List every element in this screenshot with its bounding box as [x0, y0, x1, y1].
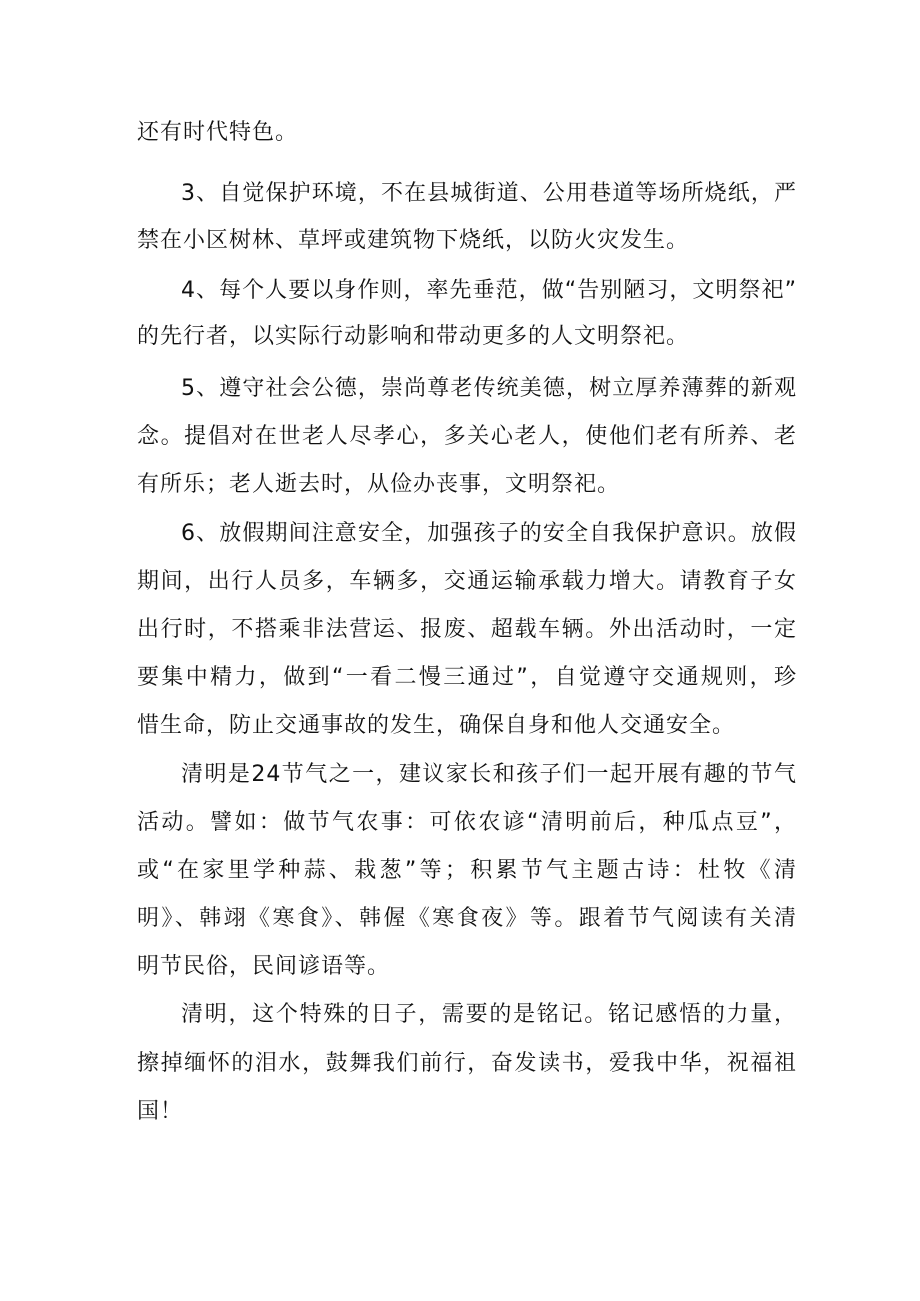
text-line: 出行时，不搭乘非法营运、报废、超载车辆。外出活动时，一定 — [137, 617, 797, 642]
text-line: 5、遵守社会公德，崇尚尊老传统美德，树立厚养薄葬的新观 — [181, 376, 797, 401]
text-line: 或“在家里学种蒜、栽葱”等；积累节气主题古诗：杜牧《清 — [137, 858, 797, 883]
text-line: 有所乐；老人逝去时，从俭办丧事，文明祭祀。 — [137, 472, 621, 497]
text-line: 要集中精力，做到“一看二慢三通过”，自觉遵守交通规则，珍 — [137, 665, 797, 690]
text-line: 6、放假期间注意安全，加强孩子的安全自我保护意识。放假 — [181, 521, 797, 546]
text-line: 明》、韩翊《寒食》、韩偓《寒食夜》等。跟着节气阅读有关清 — [137, 906, 797, 931]
text-line: 清明，这个特殊的日子，需要的是铭记。铭记感悟的力量， — [181, 1002, 797, 1027]
text-line: 明节民俗，民间谚语等。 — [137, 954, 391, 979]
text-line: 4、每个人要以身作则，率先垂范，做“告别陋习，文明祭祀” — [181, 278, 797, 303]
text-line: 3、自觉保护环境，不在县城街道、公用巷道等场所烧纸，严 — [181, 181, 797, 206]
text-line: 还有时代特色。 — [137, 120, 299, 145]
text-line: 活动。譬如：做节气农事：可依农谚“清明前后，种瓜点豆”， — [137, 810, 798, 835]
text-line: 擦掉缅怀的泪水，鼓舞我们前行，奋发读书，爱我中华，祝福祖 — [137, 1051, 797, 1076]
text-line: 清明是24节气之一，建议家长和孩子们一起开展有趣的节气 — [181, 762, 797, 787]
text-line: 的先行者，以实际行动影响和带动更多的人文明祭祀。 — [137, 324, 690, 349]
text-line: 国！ — [137, 1099, 184, 1124]
text-line: 期间，出行人员多，车辆多，交通运输承载力增大。请教育子女 — [137, 569, 797, 594]
text-line: 念。提倡对在世老人尽孝心，多关心老人，使他们老有所养、老 — [137, 424, 797, 449]
text-line: 惜生命，防止交通事故的发生，确保自身和他人交通安全。 — [137, 713, 736, 738]
text-line: 禁在小区树林、草坪或建筑物下烧纸，以防火灾发生。 — [137, 228, 690, 253]
